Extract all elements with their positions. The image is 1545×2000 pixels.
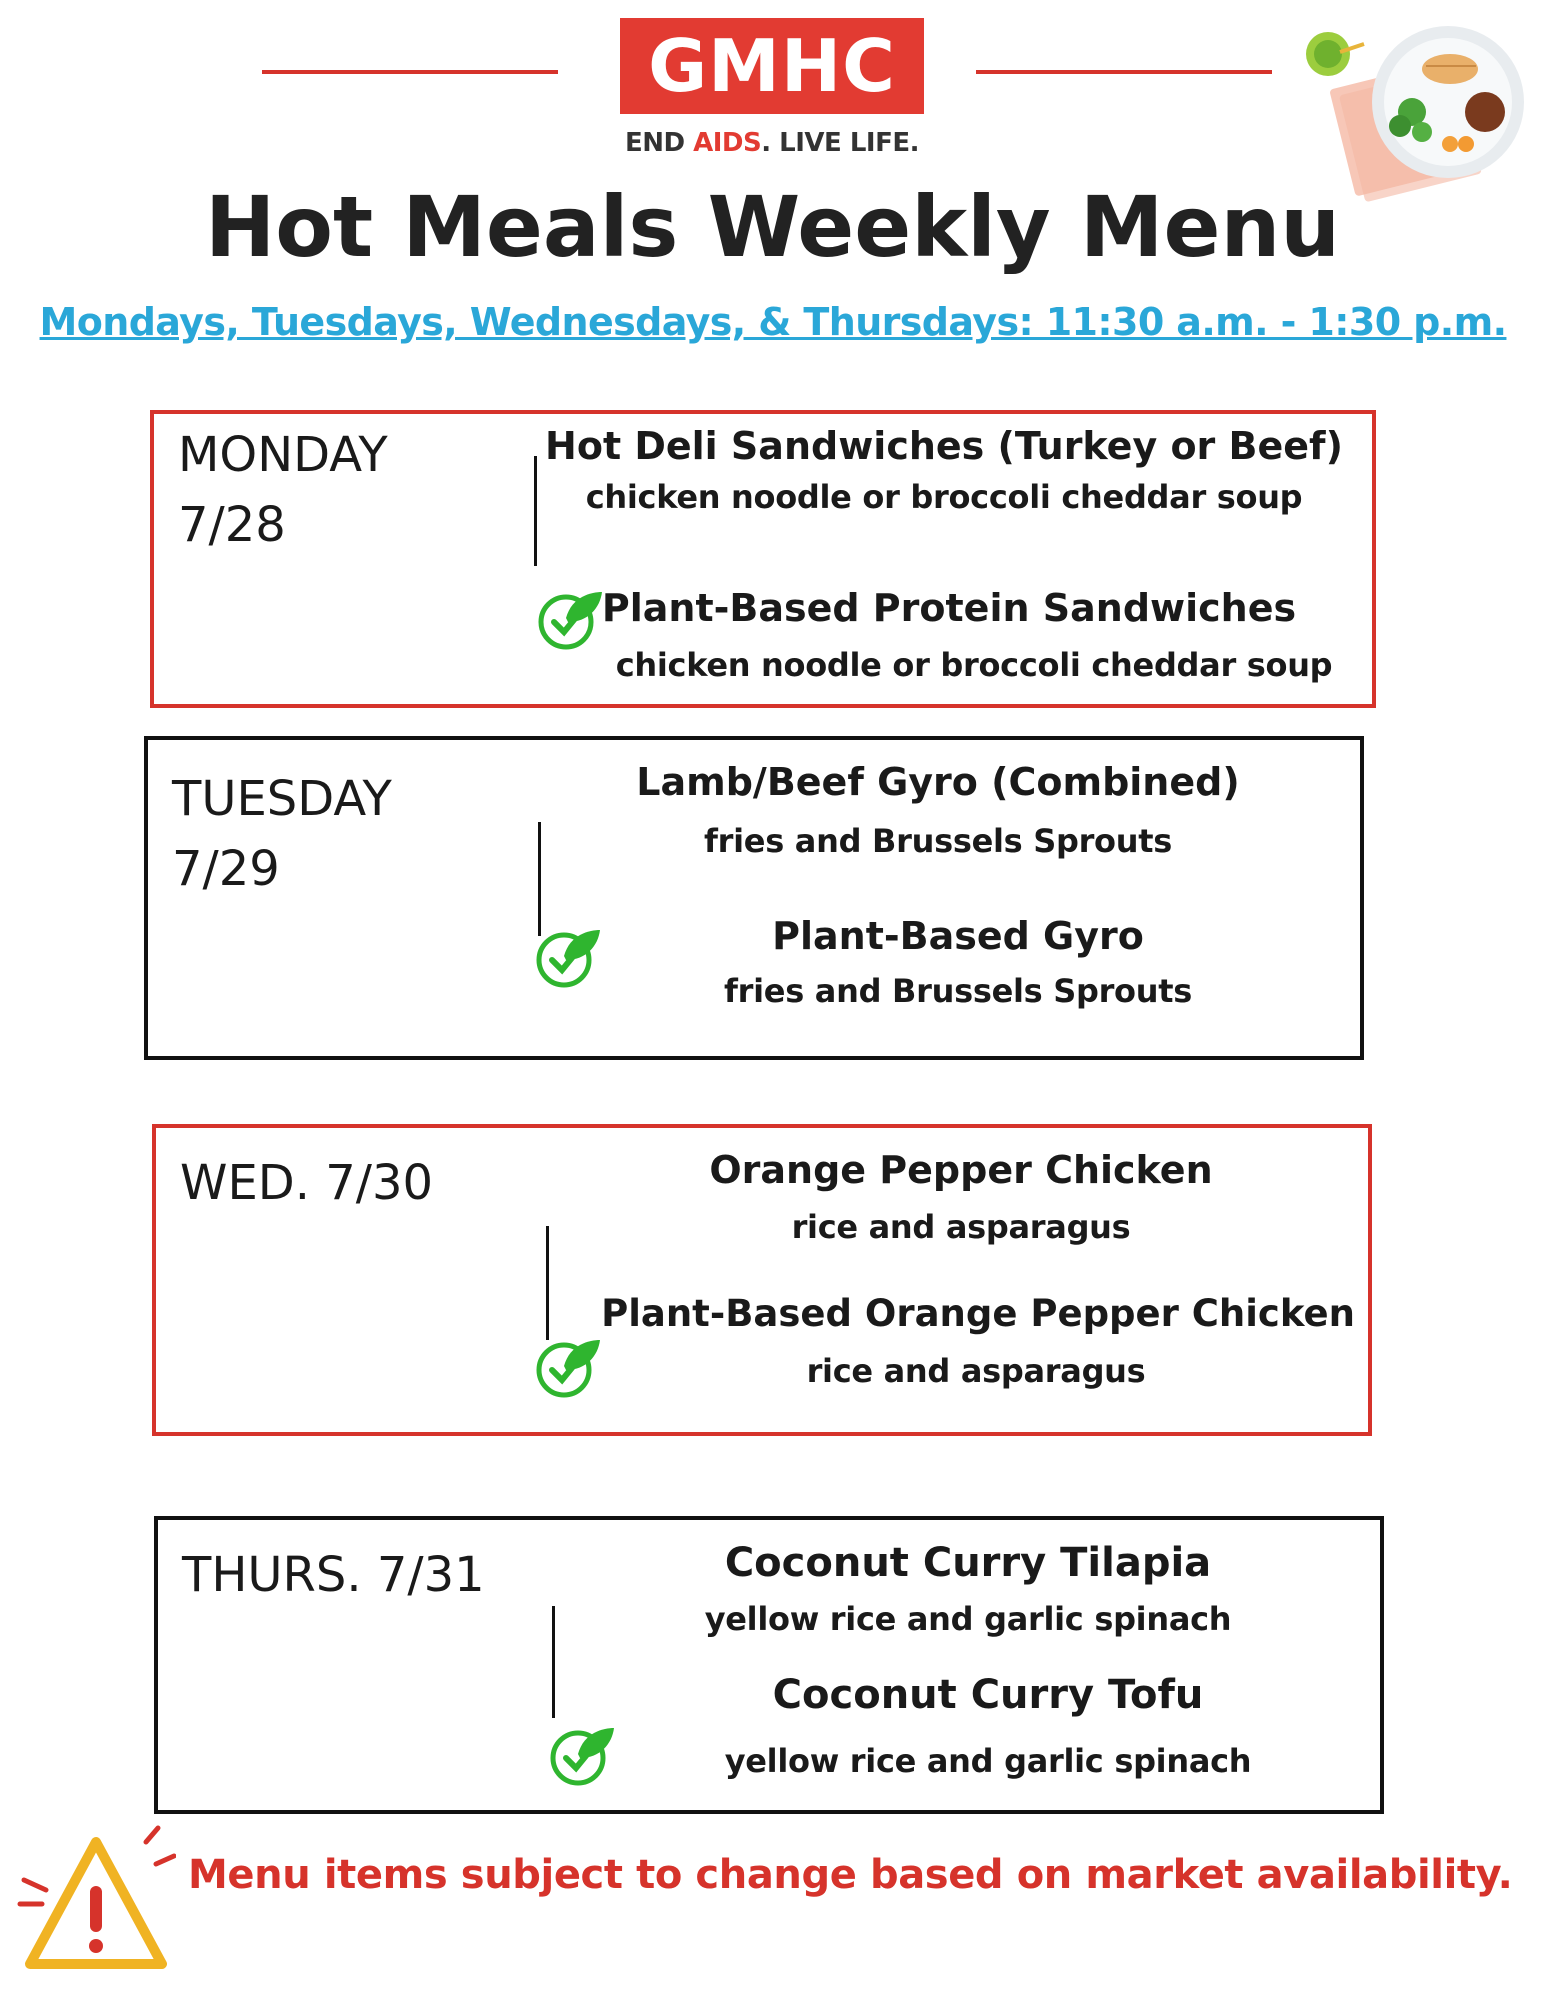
meal-main-title: Coconut Curry Tilapia — [724, 1540, 1212, 1586]
header-rule-right — [976, 70, 1272, 74]
meal-main-title: Lamb/Beef Gyro (Combined) — [636, 760, 1240, 804]
divider — [546, 1226, 549, 1340]
day-label: THURS. 7/31 — [182, 1547, 485, 1603]
service-hours-link[interactable]: Mondays, Tuesdays, Wednesdays, & Thursdays: 11:30 a.m. - 1:30 p.m. — [39, 300, 1507, 344]
meal-main-title: Hot Deli Sandwiches (Turkey or Beef) — [545, 424, 1343, 468]
meal-main-title: Orange Pepper Chicken — [709, 1148, 1213, 1192]
page-title: Hot Meals Weekly Menu — [204, 178, 1341, 276]
meal-main-sides: yellow rice and garlic spinach — [704, 1600, 1232, 1638]
meal-main-sides: fries and Brussels Sprouts — [704, 822, 1172, 860]
day-label: WED. 7/30 — [180, 1155, 434, 1211]
meal-main-sides: chicken noodle or broccoli cheddar soup — [585, 478, 1303, 516]
logo-tagline: END AIDS. LIVE LIFE. — [624, 128, 919, 158]
header-rule-left — [262, 70, 558, 74]
divider — [534, 456, 537, 566]
meal-plate-icon — [1300, 14, 1530, 204]
day-date: 7/28 — [178, 497, 286, 553]
meal-main-sides: rice and asparagus — [791, 1208, 1131, 1246]
plant-meal-sides: yellow rice and garlic spinach — [724, 1742, 1252, 1780]
plant-meal-title: Plant-Based Protein Sandwiches — [601, 586, 1297, 630]
day-card-monday — [150, 410, 1376, 708]
day-card-thursday — [154, 1516, 1384, 1814]
day-label: MONDAY — [178, 427, 388, 483]
market-availability-notice: Menu items subject to change based on market availability. — [188, 1852, 1513, 1898]
day-card-wednesday — [152, 1124, 1372, 1436]
plant-meal-sides: rice and asparagus — [806, 1352, 1146, 1390]
gmhc-logo: GMHC — [620, 18, 924, 114]
plant-meal-sides: fries and Brussels Sprouts — [724, 972, 1192, 1010]
plant-meal-title: Coconut Curry Tofu — [772, 1672, 1204, 1718]
day-date: 7/29 — [172, 841, 280, 897]
warning-icon — [16, 1820, 176, 1980]
day-card-tuesday — [144, 736, 1364, 1060]
divider — [552, 1606, 555, 1718]
plant-meal-title: Plant-Based Gyro — [772, 914, 1144, 958]
plant-meal-sides: chicken noodle or broccoli cheddar soup — [615, 646, 1333, 684]
day-label: TUESDAY — [172, 771, 392, 827]
plant-meal-title: Plant-Based Orange Pepper Chicken — [601, 1292, 1355, 1335]
divider — [538, 822, 541, 936]
